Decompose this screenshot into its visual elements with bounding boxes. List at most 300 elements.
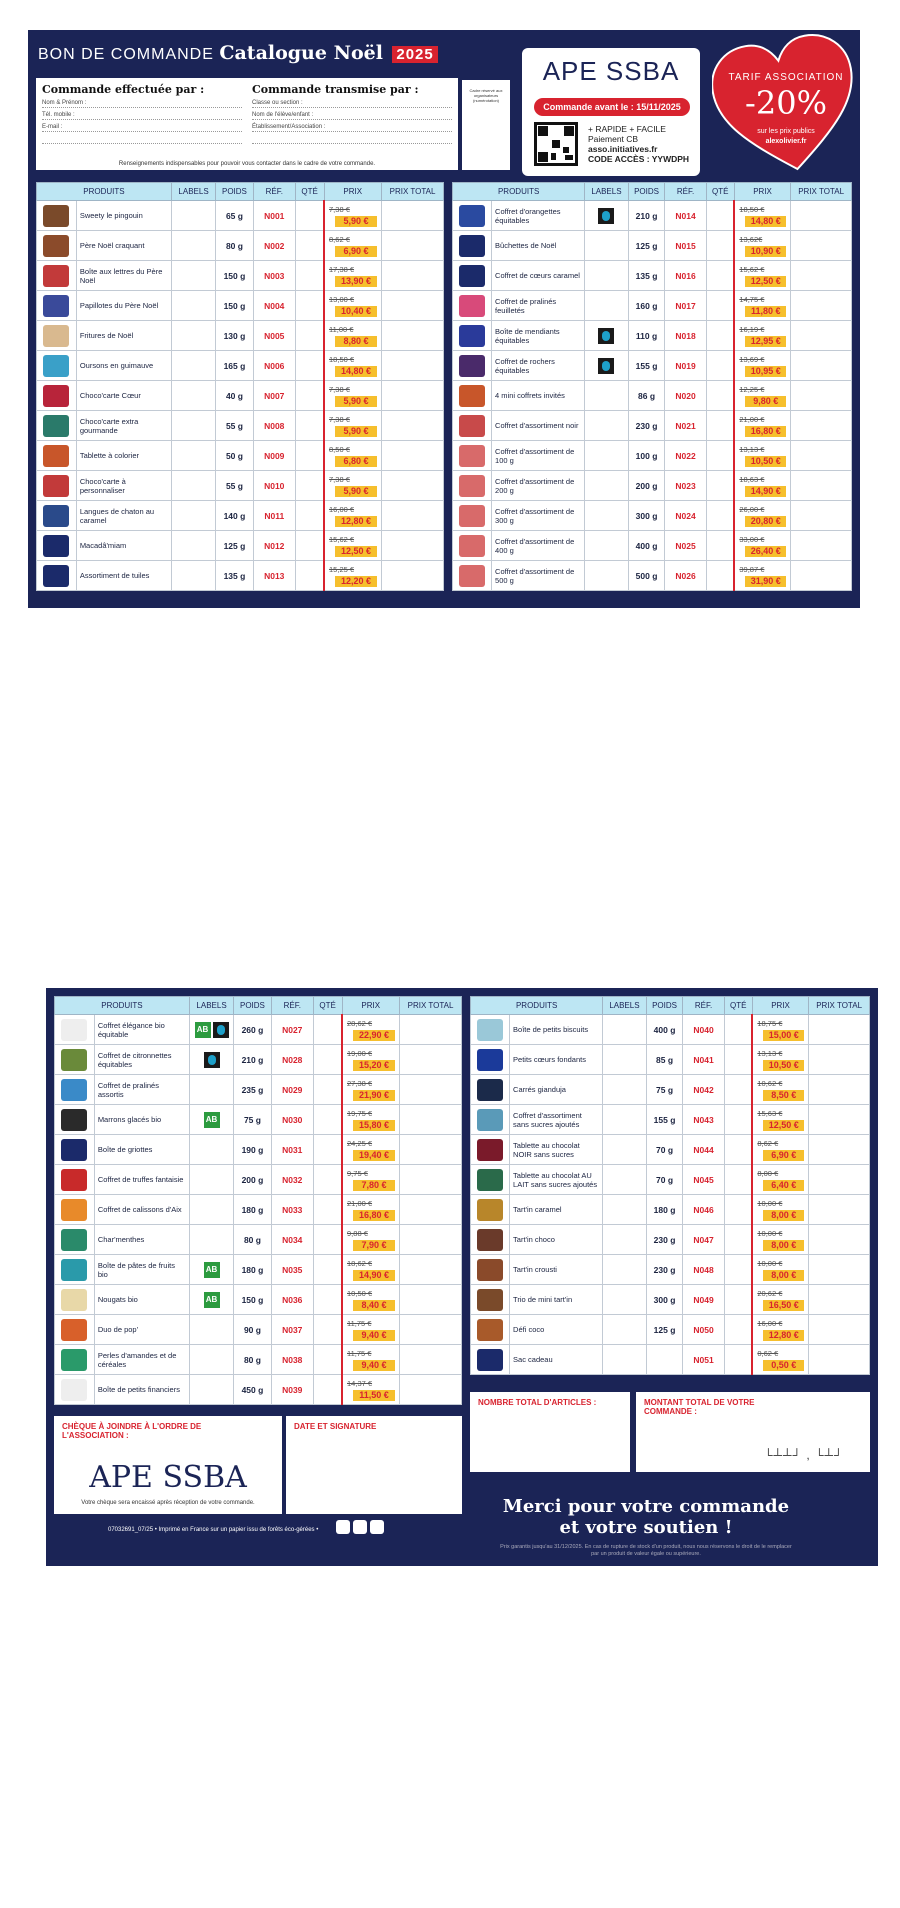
row-total-input[interactable] [382, 351, 444, 381]
table-row [55, 1135, 462, 1165]
row-total-input[interactable] [400, 1345, 462, 1375]
col-labels: LABELS [603, 997, 646, 1015]
association-price: 12,20 € [335, 576, 377, 587]
product-ref: N046 [683, 1195, 724, 1225]
association-price: 12,95 € [745, 336, 786, 347]
quantity-input[interactable] [724, 1195, 752, 1225]
association-price: 12,80 € [763, 1330, 804, 1341]
quantity-input[interactable] [313, 1135, 342, 1165]
row-total-input[interactable] [382, 561, 444, 591]
table-row [453, 291, 852, 321]
phone-field[interactable]: Tél. mobile : [42, 108, 242, 120]
quantity-input[interactable] [706, 231, 734, 261]
quantity-input[interactable] [313, 1045, 342, 1075]
quantity-input[interactable] [706, 471, 734, 501]
quantity-input[interactable] [295, 321, 324, 351]
product-labels [585, 381, 628, 411]
row-total-input[interactable] [400, 1375, 462, 1405]
quantity-input[interactable] [706, 321, 734, 351]
product-price [734, 201, 790, 231]
table-row [453, 321, 852, 351]
row-total-input[interactable] [791, 321, 852, 351]
product-name: Fritures de Noël [76, 321, 171, 351]
quantity-input[interactable] [295, 441, 324, 471]
row-total-input[interactable] [809, 1075, 870, 1105]
row-total-input[interactable] [382, 201, 444, 231]
product-ref: N030 [271, 1105, 313, 1135]
product-ref: N006 [253, 351, 295, 381]
row-total-input[interactable] [809, 1105, 870, 1135]
product-ref: N041 [683, 1045, 724, 1075]
quantity-input[interactable] [313, 1165, 342, 1195]
product-name: Père Noël craquant [76, 231, 171, 261]
row-total-input[interactable] [382, 501, 444, 531]
quantity-input[interactable] [313, 1255, 342, 1285]
products-table-1 [36, 182, 444, 591]
product-name: Boîte de pâtes de fruits bio [94, 1255, 189, 1285]
product-weight: 125 g [216, 531, 254, 561]
product-ref: N032 [271, 1165, 313, 1195]
product-image [453, 231, 492, 261]
product-thumbnail [459, 565, 485, 587]
product-price [752, 1045, 808, 1075]
quantity-input[interactable] [706, 291, 734, 321]
total-articles-box[interactable] [470, 1392, 630, 1472]
col-ref: RÉF. [253, 183, 295, 201]
quantity-input[interactable] [295, 291, 324, 321]
access-code: CODE ACCÈS : YYWDPH [588, 154, 690, 164]
product-weight: 155 g [646, 1105, 683, 1135]
product-name: Trio de mini tart'in [510, 1285, 603, 1315]
col-ref: RÉF. [665, 183, 706, 201]
row-total-input[interactable] [791, 231, 852, 261]
product-image [471, 1165, 510, 1195]
product-weight: 260 g [234, 1015, 272, 1045]
quantity-input[interactable] [313, 1105, 342, 1135]
quantity-input[interactable] [295, 411, 324, 441]
row-total-input[interactable] [400, 1195, 462, 1225]
quantity-input[interactable] [706, 201, 734, 231]
row-total-input[interactable] [400, 1135, 462, 1165]
product-ref: N027 [271, 1015, 313, 1045]
quantity-input[interactable] [724, 1315, 752, 1345]
product-thumbnail [43, 355, 69, 377]
product-price [752, 1315, 808, 1345]
quantity-input[interactable] [724, 1045, 752, 1075]
product-name: Tart'in choco [510, 1225, 603, 1255]
product-labels [603, 1165, 646, 1195]
row-total-input[interactable] [791, 531, 852, 561]
col-products: PRODUITS [471, 997, 603, 1015]
row-total-input[interactable] [382, 441, 444, 471]
product-price [342, 1015, 400, 1045]
public-price: 10,50 € [347, 1289, 373, 1298]
table-row [453, 261, 852, 291]
public-price: 15,62 € [329, 535, 355, 544]
quantity-input[interactable] [724, 1105, 752, 1135]
product-thumbnail [61, 1199, 87, 1221]
product-ref: N014 [665, 201, 706, 231]
product-thumbnail [459, 205, 485, 227]
product-weight: 55 g [216, 411, 254, 441]
row-total-input[interactable] [791, 291, 852, 321]
public-price: 19,75 € [347, 1109, 373, 1118]
row-total-input[interactable] [400, 1045, 462, 1075]
row-total-input[interactable] [791, 561, 852, 591]
quantity-input[interactable] [295, 501, 324, 531]
quantity-input[interactable] [724, 1285, 752, 1315]
row-total-input[interactable] [809, 1195, 870, 1225]
site-link[interactable]: asso.initiatives.fr [588, 144, 658, 154]
row-total-input[interactable] [400, 1315, 462, 1345]
product-thumbnail [459, 265, 485, 287]
product-weight: 125 g [628, 231, 665, 261]
public-price: 0,62 € [757, 1349, 779, 1358]
product-price [342, 1075, 400, 1105]
quantity-input[interactable] [313, 1195, 342, 1225]
table-row [55, 1375, 462, 1405]
product-labels [171, 291, 215, 321]
quantity-input[interactable] [706, 531, 734, 561]
row-total-input[interactable] [809, 1135, 870, 1165]
row-total-input[interactable] [400, 1255, 462, 1285]
tarif-sub: sur les prix publics [757, 128, 815, 135]
row-total-input[interactable] [791, 471, 852, 501]
col-total: PRIX TOTAL [382, 183, 444, 201]
quantity-input[interactable] [313, 1375, 342, 1405]
organic-label-icon: AB [195, 1022, 211, 1038]
product-labels [603, 1045, 646, 1075]
product-price [734, 411, 790, 441]
product-thumbnail [459, 505, 485, 527]
public-price: 14,37 € [347, 1379, 373, 1388]
product-image [471, 1255, 510, 1285]
qr-code-icon[interactable] [534, 122, 578, 166]
product-weight: 75 g [646, 1075, 683, 1105]
product-weight: 135 g [216, 561, 254, 591]
quantity-input[interactable] [295, 351, 324, 381]
public-price: 10,00 € [757, 1199, 783, 1208]
row-total-input[interactable] [809, 1015, 870, 1045]
association-price: 13,90 € [335, 276, 377, 287]
product-name: Coffret de pralinés assortis [94, 1075, 189, 1105]
col-products: PRODUITS [453, 183, 585, 201]
public-price: 7,38 € [329, 475, 350, 484]
public-price: 11,75 € [347, 1319, 372, 1328]
product-image [453, 321, 492, 351]
row-total-input[interactable] [400, 1165, 462, 1195]
product-price [324, 501, 382, 531]
table-row [453, 441, 852, 471]
quantity-input[interactable] [295, 231, 324, 261]
row-total-input[interactable] [791, 201, 852, 231]
quantity-input[interactable] [313, 1285, 342, 1315]
row-total-input[interactable] [791, 381, 852, 411]
table-row [471, 1285, 870, 1315]
school-field[interactable]: Établissement/Association : [252, 120, 452, 132]
product-thumbnail [477, 1229, 503, 1251]
quantity-input[interactable] [706, 441, 734, 471]
product-weight: 210 g [234, 1045, 272, 1075]
product-image [471, 1135, 510, 1165]
product-price [342, 1195, 400, 1225]
total-amount-box[interactable] [636, 1392, 870, 1472]
row-total-input[interactable] [400, 1015, 462, 1045]
association-price: 21,90 € [353, 1090, 395, 1101]
quantity-input[interactable] [706, 261, 734, 291]
product-thumbnail [477, 1169, 503, 1191]
association-price: 16,80 € [745, 426, 786, 437]
table-row [37, 561, 444, 591]
quantity-input[interactable] [313, 1315, 342, 1345]
row-total-input[interactable] [382, 321, 444, 351]
product-labels [189, 1015, 233, 1045]
product-name: Nougats bio [94, 1285, 189, 1315]
quantity-input[interactable] [724, 1015, 752, 1045]
association-price: 20,80 € [745, 516, 786, 527]
col-qty: QTÉ [706, 183, 734, 201]
quantity-input[interactable] [706, 381, 734, 411]
product-labels [585, 321, 628, 351]
quantity-input[interactable] [295, 261, 324, 291]
quantity-input[interactable] [295, 201, 324, 231]
product-name: Tablette au chocolat NOIR sans sucres [510, 1135, 603, 1165]
quantity-input[interactable] [706, 501, 734, 531]
row-total-input[interactable] [791, 411, 852, 441]
public-price: 17,38 € [329, 265, 355, 274]
product-image [55, 1075, 95, 1105]
paper-icon [353, 1520, 367, 1534]
quantity-input[interactable] [724, 1225, 752, 1255]
product-ref: N005 [253, 321, 295, 351]
row-total-input[interactable] [809, 1255, 870, 1285]
public-price: 7,38 € [329, 385, 350, 394]
association-price: 8,50 € [763, 1090, 804, 1101]
row-total-input[interactable] [791, 261, 852, 291]
product-name: Coffret d'assortiment de 300 g [492, 501, 585, 531]
table-row [37, 441, 444, 471]
table-row [37, 261, 444, 291]
product-price [342, 1135, 400, 1165]
row-total-input[interactable] [400, 1105, 462, 1135]
col-labels: LABELS [171, 183, 215, 201]
product-labels [585, 351, 628, 381]
table-row [37, 471, 444, 501]
product-image [37, 471, 77, 501]
quantity-input[interactable] [724, 1135, 752, 1165]
amount-digit-boxes[interactable]: └┴┴┘ , └┴┘ [764, 1448, 844, 1462]
product-image [453, 471, 492, 501]
row-total-input[interactable] [382, 531, 444, 561]
product-image [453, 261, 492, 291]
row-total-input[interactable] [809, 1315, 870, 1345]
product-thumbnail [61, 1229, 87, 1251]
product-price [342, 1225, 400, 1255]
table-row [471, 1045, 870, 1075]
association-price: 14,90 € [353, 1270, 395, 1281]
product-price [324, 201, 382, 231]
row-total-input[interactable] [809, 1225, 870, 1255]
quantity-input[interactable] [313, 1075, 342, 1105]
product-name: Boîte de griottes [94, 1135, 189, 1165]
product-name: Coffret de rochers équitables [492, 351, 585, 381]
row-total-input[interactable] [400, 1075, 462, 1105]
table-row [471, 1075, 870, 1105]
product-price [752, 1075, 808, 1105]
product-labels [603, 1105, 646, 1135]
product-name: Boîte aux lettres du Père Noël [76, 261, 171, 291]
fairtrade-label-icon [598, 208, 614, 224]
quantity-input[interactable] [724, 1075, 752, 1105]
ordered-by-section: Commande effectuée par : Nom & Prénom : Tél. mobile : E-mail : [42, 83, 242, 144]
quantity-input[interactable] [295, 531, 324, 561]
row-total-input[interactable] [382, 261, 444, 291]
product-ref: N007 [253, 381, 295, 411]
quantity-input[interactable] [295, 561, 324, 591]
product-thumbnail [61, 1319, 87, 1341]
quantity-input[interactable] [313, 1225, 342, 1255]
product-image [471, 1105, 510, 1135]
class-field[interactable]: Classe ou section : [252, 96, 452, 108]
product-name: Choco'carte à personnaliser [76, 471, 171, 501]
product-ref: N011 [253, 501, 295, 531]
quantity-input[interactable] [724, 1345, 752, 1375]
email-field[interactable]: E-mail : [42, 120, 242, 132]
product-name: Sweety le pingouin [76, 201, 171, 231]
product-thumbnail [43, 505, 69, 527]
product-name: Tart'in caramel [510, 1195, 603, 1225]
public-price: 11,00 € [329, 325, 354, 334]
product-weight: 80 g [234, 1225, 272, 1255]
row-total-input[interactable] [382, 291, 444, 321]
product-price [342, 1045, 400, 1075]
product-price [734, 291, 790, 321]
product-price [324, 351, 382, 381]
association-price: 11,50 € [353, 1390, 395, 1401]
col-total: PRIX TOTAL [809, 997, 870, 1015]
table-row [453, 351, 852, 381]
product-price [752, 1015, 808, 1045]
product-thumbnail [61, 1349, 87, 1371]
product-name: Oursons en guimauve [76, 351, 171, 381]
row-total-input[interactable] [809, 1345, 870, 1375]
row-total-input[interactable] [382, 471, 444, 501]
product-weight: 200 g [628, 471, 665, 501]
student-name-field[interactable]: Nom de l'élève/enfant : [252, 108, 452, 120]
product-labels [603, 1135, 646, 1165]
product-ref: N025 [665, 531, 706, 561]
association-price: 19,40 € [353, 1150, 395, 1161]
product-price [752, 1255, 808, 1285]
product-price [752, 1285, 808, 1315]
product-labels [585, 561, 628, 591]
row-total-input[interactable] [382, 231, 444, 261]
public-price: 7,38 € [329, 415, 350, 424]
eco-icons [336, 1520, 387, 1539]
row-total-input[interactable] [400, 1285, 462, 1315]
product-price [324, 531, 382, 561]
row-total-input[interactable] [400, 1225, 462, 1255]
col-total: PRIX TOTAL [400, 997, 462, 1015]
row-total-input[interactable] [382, 411, 444, 441]
table-row [453, 531, 852, 561]
product-name: 4 mini coffrets invités [492, 381, 585, 411]
product-thumbnail [61, 1289, 87, 1311]
quantity-input[interactable] [724, 1255, 752, 1285]
date-signature-box[interactable] [286, 1416, 462, 1514]
product-name: Carrés gianduja [510, 1075, 603, 1105]
association-price: 7,90 € [353, 1240, 395, 1251]
product-image [37, 201, 77, 231]
association-price: 6,90 € [763, 1150, 804, 1161]
table-row [453, 201, 852, 231]
row-total-input[interactable] [382, 381, 444, 411]
product-price [752, 1165, 808, 1195]
extra-line-2[interactable] [252, 132, 452, 144]
product-name: Coffret d'assortiment de 100 g [492, 441, 585, 471]
quantity-input[interactable] [706, 561, 734, 591]
product-labels [171, 351, 215, 381]
quantity-input[interactable] [313, 1345, 342, 1375]
col-qty: QTÉ [724, 997, 752, 1015]
row-total-input[interactable] [791, 441, 852, 471]
association-box [522, 48, 700, 176]
row-total-input[interactable] [809, 1045, 870, 1075]
product-thumbnail [61, 1079, 87, 1101]
name-field[interactable]: Nom & Prénom : [42, 96, 242, 108]
product-name: Perles d'amandes et de céréales [94, 1345, 189, 1375]
product-ref: N020 [665, 381, 706, 411]
product-ref: N033 [271, 1195, 313, 1225]
row-total-input[interactable] [791, 351, 852, 381]
product-weight: 130 g [216, 321, 254, 351]
product-labels [585, 471, 628, 501]
order-sheet-page-1 [28, 30, 860, 608]
quantity-input[interactable] [724, 1165, 752, 1195]
table-row [55, 1075, 462, 1105]
product-thumbnail [43, 265, 69, 287]
row-total-input[interactable] [809, 1285, 870, 1315]
row-total-input[interactable] [809, 1165, 870, 1195]
quantity-input[interactable] [313, 1015, 342, 1045]
row-total-input[interactable] [791, 501, 852, 531]
product-name: Choco'carte Cœur [76, 381, 171, 411]
product-price [752, 1105, 808, 1135]
public-price: 14,75 € [739, 295, 765, 304]
product-name: Coffret de cœurs caramel [492, 261, 585, 291]
product-price [734, 321, 790, 351]
col-labels: LABELS [189, 997, 233, 1015]
product-labels [171, 261, 215, 291]
product-ref: N009 [253, 441, 295, 471]
quantity-input[interactable] [706, 411, 734, 441]
product-price [752, 1225, 808, 1255]
product-price [324, 261, 382, 291]
quantity-input[interactable] [295, 471, 324, 501]
product-ref: N038 [271, 1345, 313, 1375]
quantity-input[interactable] [295, 381, 324, 411]
product-price [324, 381, 382, 411]
product-weight: 135 g [628, 261, 665, 291]
association-price: 14,80 € [745, 216, 786, 227]
product-image [453, 411, 492, 441]
quantity-input[interactable] [706, 351, 734, 381]
product-labels [603, 1315, 646, 1345]
product-name: Langues de chaton au caramel [76, 501, 171, 531]
extra-line[interactable] [42, 132, 242, 144]
public-price: 10,00 € [757, 1229, 783, 1238]
product-ref: N036 [271, 1285, 313, 1315]
